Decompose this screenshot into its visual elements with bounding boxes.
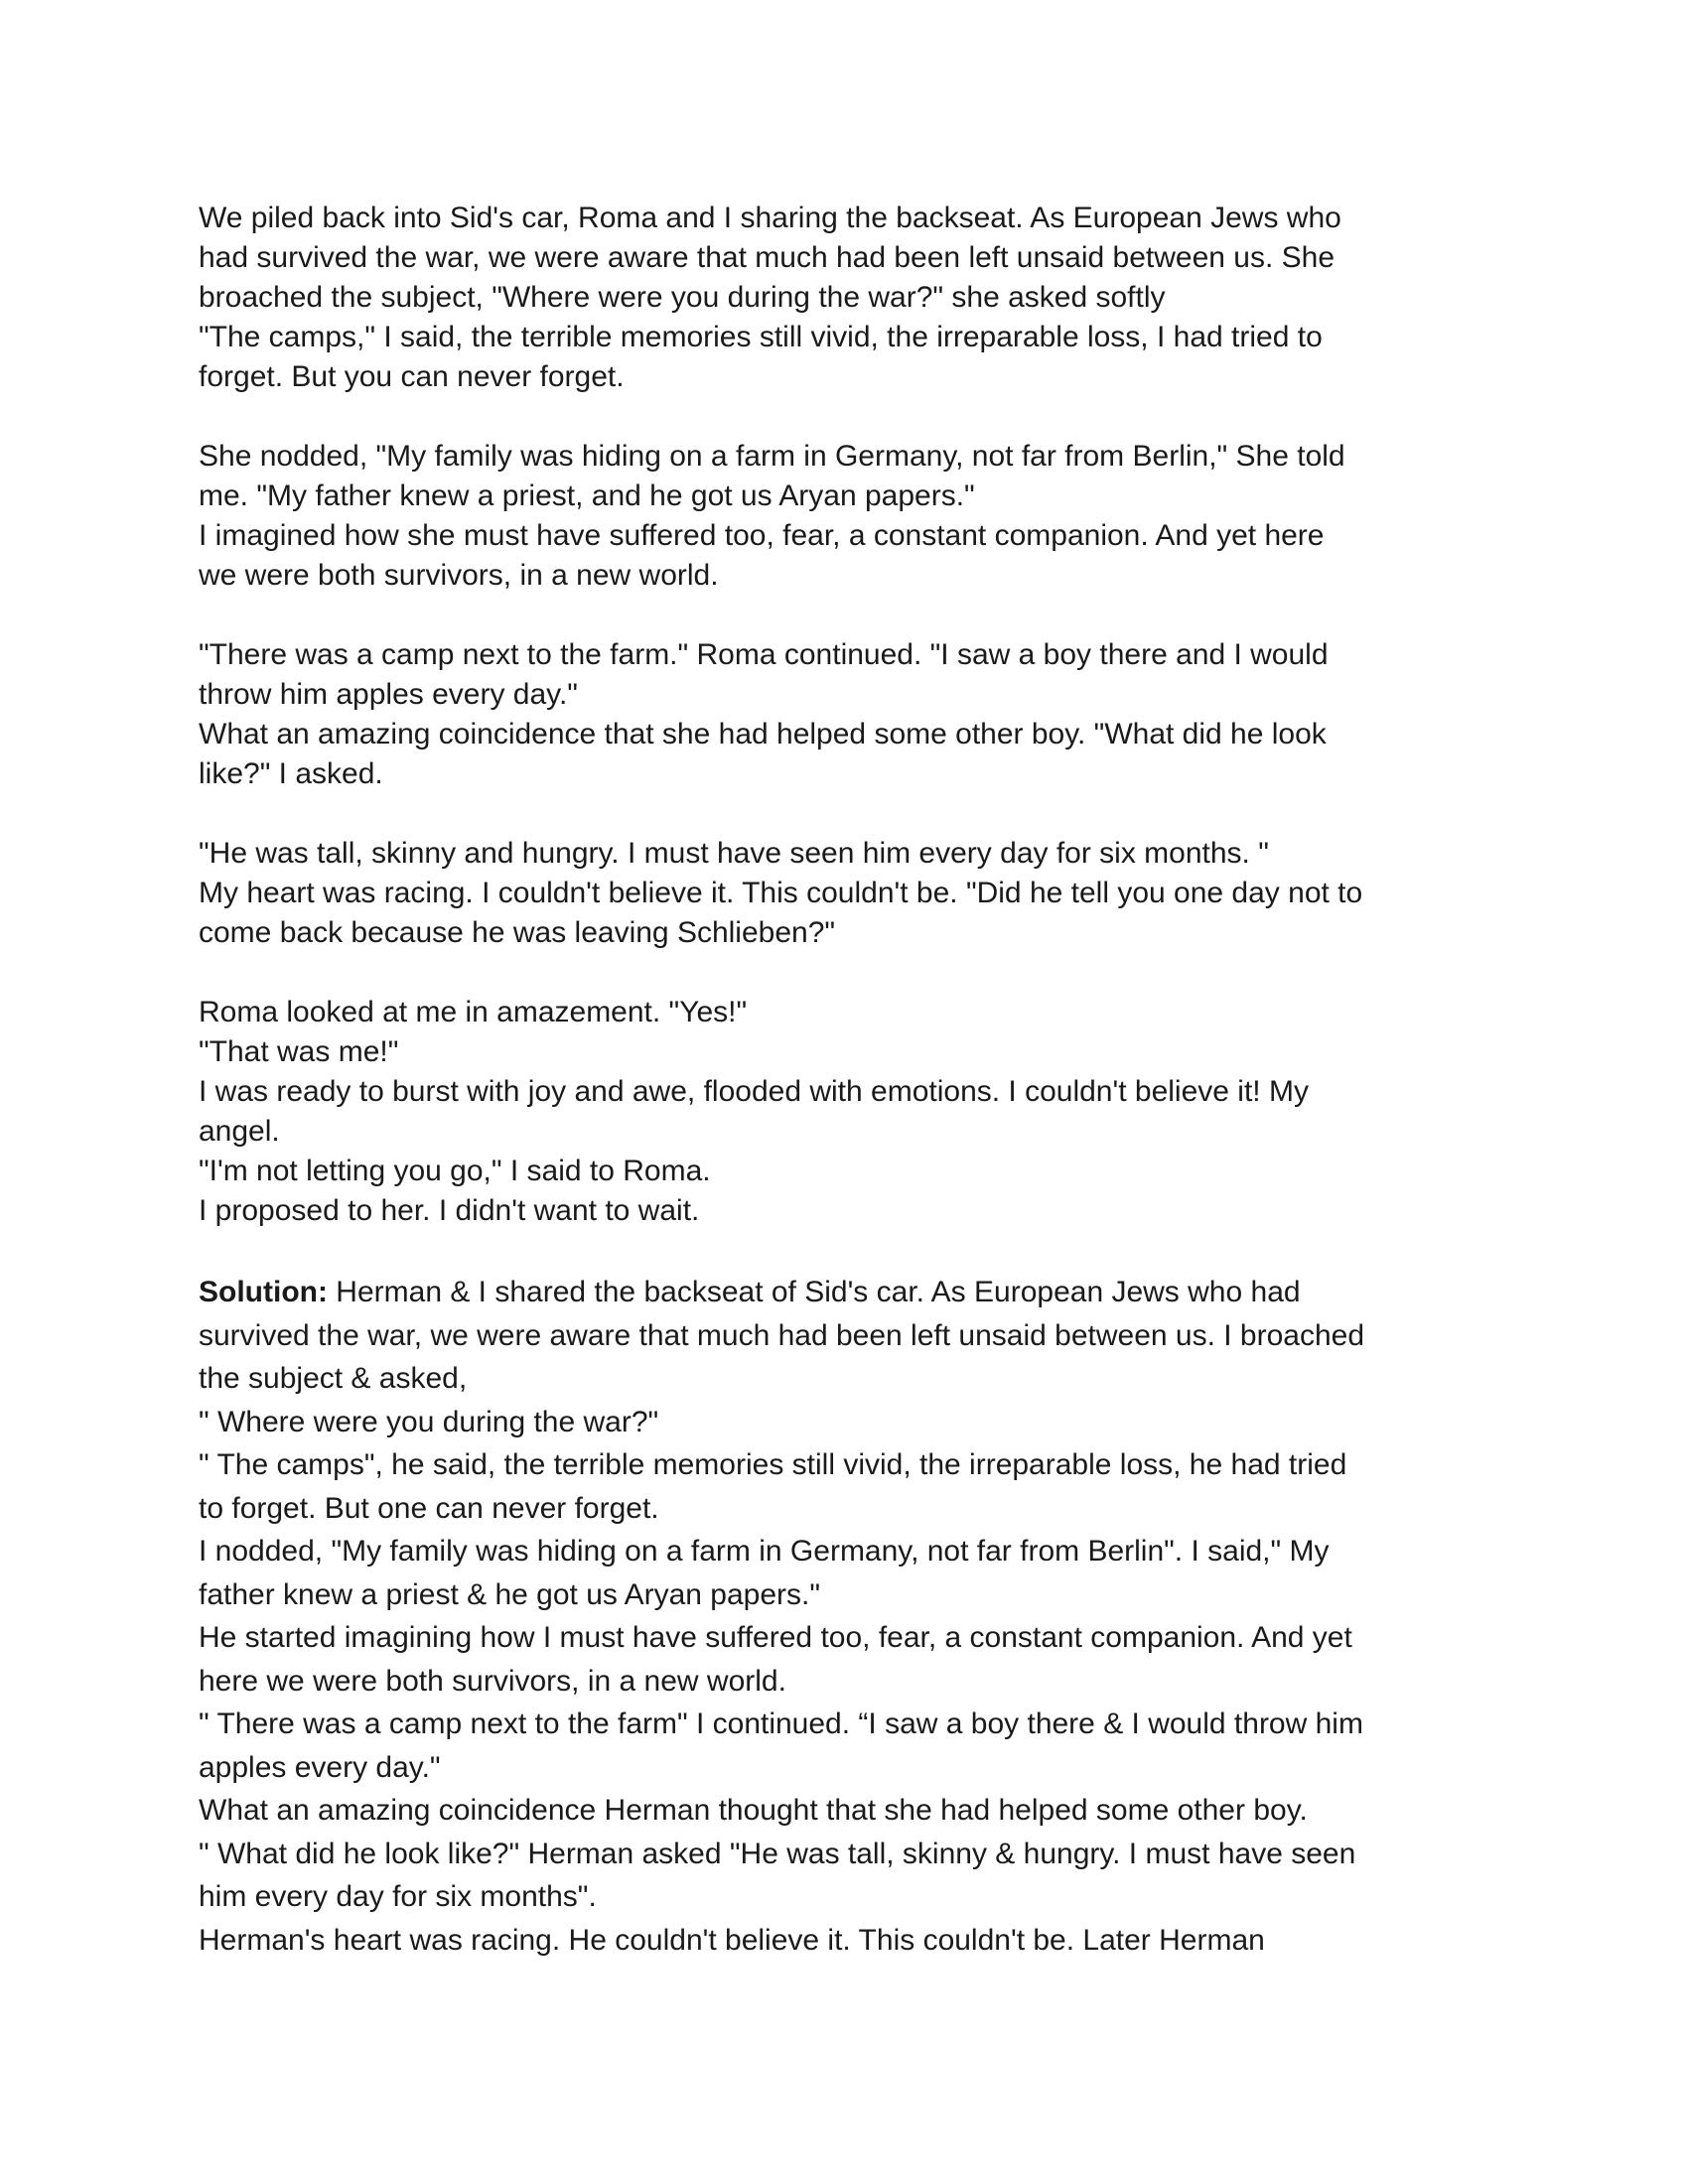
text-line: father knew a priest & he got us Aryan papers." [199, 1577, 821, 1611]
text-line: "That was me!" [199, 1035, 399, 1068]
text-line: I imagined how she must have suffered too, fear, a constant companion. And yet here [199, 519, 1325, 552]
text-line: What an amazing coincidence that she had helped some other boy. "What did he look [199, 718, 1327, 751]
text-line: we were both survivors, in a new world. [199, 559, 719, 592]
solution-section [199, 1271, 1499, 1962]
text-line: " What did he look like?" Herman asked "He was tall, skinny & hungry. I must have seen [199, 1837, 1356, 1870]
text-line: like?" I asked. [199, 757, 383, 790]
text-line: I proposed to her. I didn't want to wait. [199, 1194, 700, 1227]
text-line: What an amazing coincidence Herman thought that she had helped some other boy. [199, 1794, 1308, 1827]
story-text [199, 199, 1499, 1231]
story-paragraph-1 [199, 199, 1499, 397]
story-paragraph-3 [199, 635, 1499, 794]
text-line: I was ready to burst with joy and awe, flooded with emotions. I couldn't believe it! My [199, 1075, 1309, 1108]
text-line: come back because he was leaving Schlieben?" [199, 916, 836, 949]
solution-first-line [199, 1271, 1499, 1314]
story-paragraph-2 [199, 437, 1499, 596]
solution-first-line-text: Herman & I shared the backseat of Sid's car. As European Jews who had [327, 1276, 1301, 1308]
text-line: him every day for six months". [199, 1880, 597, 1913]
text-line: " There was a camp next to the farm" I continued. “I saw a boy there & I would throw him [199, 1707, 1363, 1740]
text-line: angel. [199, 1115, 280, 1148]
text-line: My heart was racing. I couldn't believe it. This couldn't be. "Did he tell you one day not to [199, 877, 1363, 909]
text-line: here we were both survivors, in a new world. [199, 1664, 786, 1698]
text-line: throw him apples every day." [199, 678, 578, 711]
text-line: survived the war, we were aware that much had been left unsaid between us. I broached [199, 1318, 1365, 1352]
text-line: Roma looked at me in amazement. "Yes!" [199, 996, 748, 1028]
text-line: We piled back into Sid's car, Roma and I sharing the backseat. As European Jews who [199, 202, 1341, 234]
text-line: "I'm not letting you go," I said to Roma. [199, 1155, 711, 1187]
text-line: He started imagining how I must have suffered too, fear, a constant companion. And yet [199, 1621, 1352, 1654]
text-line: forget. But you can never forget. [199, 360, 625, 393]
text-line: to forget. But one can never forget. [199, 1491, 659, 1525]
text-line: Herman's heart was racing. He couldn't believe it. This couldn't be. Later Herman [199, 1923, 1265, 1957]
text-line: "There was a camp next to the farm." Roma continued. "I saw a boy there and I would [199, 638, 1329, 671]
text-line: apples every day." [199, 1750, 441, 1784]
text-line: had survived the war, we were aware that much had been left unsaid between us. She [199, 241, 1336, 274]
text-line: I nodded, "My family was hiding on a farm in Germany, not far from Berlin". I said," My [199, 1535, 1330, 1568]
text-line: "The camps," I said, the terrible memories still vivid, the irreparable loss, I had tried to [199, 321, 1323, 353]
text-line: "He was tall, skinny and hungry. I must have seen him every day for six months. " [199, 837, 1269, 870]
text-line: me. "My father knew a priest, and he got us Aryan papers." [199, 479, 975, 512]
text-line: the subject & asked, [199, 1362, 468, 1395]
text-line: " Where were you during the war?" [199, 1405, 659, 1438]
text-line: She nodded, "My family was hiding on a farm in Germany, not far from Berlin," She told [199, 440, 1345, 473]
story-paragraph-4 [199, 834, 1499, 953]
story-paragraph-5 [199, 993, 1499, 1231]
solution-label: Solution: [199, 1276, 328, 1308]
document-page [199, 199, 1499, 1962]
text-line: broached the subject, "Where were you during the war?" she asked softly [199, 281, 1166, 314]
text-line: " The camps", he said, the terrible memories still vivid, the irreparable loss, he had tried [199, 1448, 1347, 1481]
